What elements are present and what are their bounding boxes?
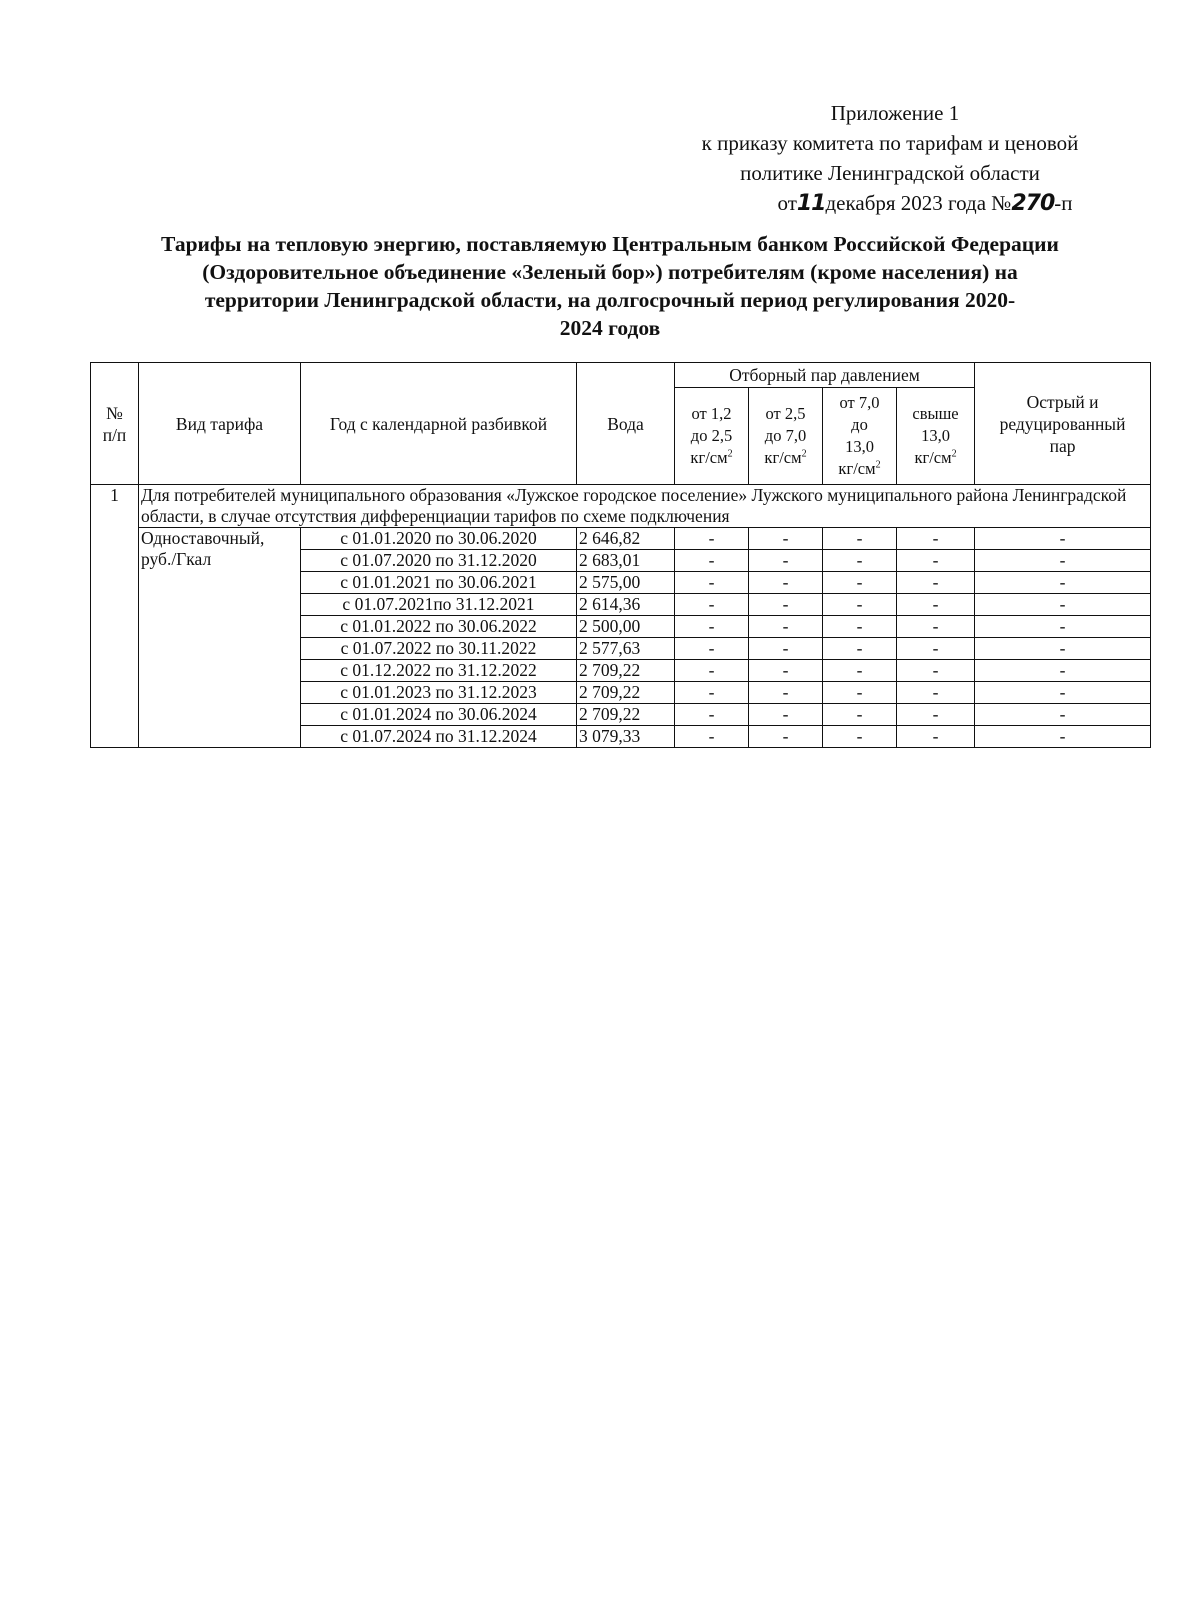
period-cell: с 01.01.2020 по 30.06.2020 [301,528,577,550]
water-cell: 2 614,36 [577,594,675,616]
section-description: Для потребителей муниципального образования «Лужское городское поселение» Лужского муниципального района Ленинградской области, в случае отсутствия дифференциации тарифов по схеме подключения [139,485,1151,528]
steam-4-cell: - [897,594,975,616]
steam-1-cell: - [675,616,749,638]
steam-2-cell: - [749,660,823,682]
steam-4-cell: - [897,660,975,682]
period-cell: с 01.12.2022 по 31.12.2022 [301,660,577,682]
water-cell: 2 575,00 [577,572,675,594]
period-cell: с 01.01.2024 по 30.06.2024 [301,704,577,726]
header-steam-4: свыше 13,0 $кг/см^2$ [897,388,975,485]
steam-4-cell: - [897,704,975,726]
handwritten-day: 11 [796,191,826,216]
title-line-1: Тарифы на тепловую энергию, поставляемую Центральным банком Российской Федерации [161,232,1059,256]
steam-4-cell: - [897,572,975,594]
water-cell: 2 683,01 [577,550,675,572]
section-number: 1 [91,485,139,748]
appendix-block [600,98,1180,219]
steam-1-cell: - [675,660,749,682]
steam-3-cell: - [823,660,897,682]
section-row [91,485,1151,528]
header-water: Вода [577,363,675,485]
header-sharp-steam: Острый и редуцированный пар [975,363,1151,485]
steam-1-cell: - [675,682,749,704]
header-steam-3: от 7,0 до 13,0 $кг/см^2$ [823,388,897,485]
handwritten-order-number: 270 [1011,191,1055,216]
steam-3-cell: - [823,572,897,594]
sharp-steam-cell: - [975,594,1151,616]
water-cell: 2 577,63 [577,638,675,660]
sharp-steam-cell: - [975,572,1151,594]
sharp-steam-cell: - [975,704,1151,726]
steam-1-cell: - [675,528,749,550]
period-cell: с 01.01.2022 по 30.06.2022 [301,616,577,638]
steam-3-cell: - [823,682,897,704]
appendix-order-ref: к приказу комитета по тарифам и ценовой [701,131,1079,155]
steam-4-cell: - [897,528,975,550]
steam-1-cell: - [675,704,749,726]
title-line-4: 2024 годов [559,316,661,340]
appendix-title: Приложение 1 [830,101,960,125]
steam-3-cell: - [823,594,897,616]
steam-2-cell: - [749,682,823,704]
water-cell: 3 079,33 [577,726,675,748]
appendix-order-suffix: -п [1054,191,1073,215]
period-cell: с 01.01.2021 по 30.06.2021 [301,572,577,594]
sharp-steam-cell: - [975,550,1151,572]
header-tariff-type: Вид тарифа [139,363,301,485]
header-steam-1: от 1,2 до 2,5 $кг/см^2$ [675,388,749,485]
steam-1-cell: - [675,594,749,616]
tariff-type-cell: Одноставочный, руб./Гкал [139,528,301,748]
appendix-committee: политике Ленинградской области [740,161,1040,185]
steam-4-cell: - [897,638,975,660]
steam-2-cell: - [749,726,823,748]
title-line-3: территории Ленинградской области, на долгосрочный период регулирования 2020- [204,288,1016,312]
water-cell: 2 709,22 [577,660,675,682]
steam-3-cell: - [823,726,897,748]
header-row-1 [91,363,1151,388]
steam-2-cell: - [749,616,823,638]
period-cell: с 01.07.2024 по 31.12.2024 [301,726,577,748]
water-cell: 2 646,82 [577,528,675,550]
steam-1-cell: - [675,726,749,748]
appendix-date-line [600,188,1180,219]
document-title [90,230,1130,342]
sharp-steam-cell: - [975,660,1151,682]
steam-2-cell: - [749,704,823,726]
steam-2-cell: - [749,550,823,572]
header-steam-group: Отборный пар давлением [675,363,975,388]
steam-2-cell: - [749,638,823,660]
appendix-date-text: декабря 2023 года № [825,191,1012,215]
steam-4-cell: - [897,726,975,748]
water-cell: 2 709,22 [577,704,675,726]
header-num: № п/п [91,363,139,485]
steam-4-cell: - [897,550,975,572]
period-cell: с 01.01.2023 по 31.12.2023 [301,682,577,704]
steam-3-cell: - [823,616,897,638]
water-cell: 2 709,22 [577,682,675,704]
steam-1-cell: - [675,572,749,594]
steam-2-cell: - [749,528,823,550]
sharp-steam-cell: - [975,616,1151,638]
period-cell: с 01.07.2022 по 30.11.2022 [301,638,577,660]
steam-4-cell: - [897,682,975,704]
steam-3-cell: - [823,704,897,726]
steam-3-cell: - [823,638,897,660]
steam-1-cell: - [675,638,749,660]
header-steam-2: от 2,5 до 7,0 $кг/см^2$ [749,388,823,485]
title-line-2: (Оздоровительное объединение «Зеленый бор») потребителям (кроме населения) на [202,260,1018,284]
table-row [91,528,1151,550]
period-cell: с 01.07.2021по 31.12.2021 [301,594,577,616]
sharp-steam-cell: - [975,726,1151,748]
steam-3-cell: - [823,550,897,572]
steam-1-cell: - [675,550,749,572]
steam-4-cell: - [897,616,975,638]
steam-3-cell: - [823,528,897,550]
period-cell: с 01.07.2020 по 31.12.2020 [301,550,577,572]
tariffs-table [90,362,1151,748]
header-period: Год с календарной разбивкой [301,363,577,485]
sharp-steam-cell: - [975,528,1151,550]
sharp-steam-cell: - [975,682,1151,704]
appendix-date-prefix: от [777,191,797,215]
water-cell: 2 500,00 [577,616,675,638]
steam-2-cell: - [749,572,823,594]
sharp-steam-cell: - [975,638,1151,660]
steam-2-cell: - [749,594,823,616]
